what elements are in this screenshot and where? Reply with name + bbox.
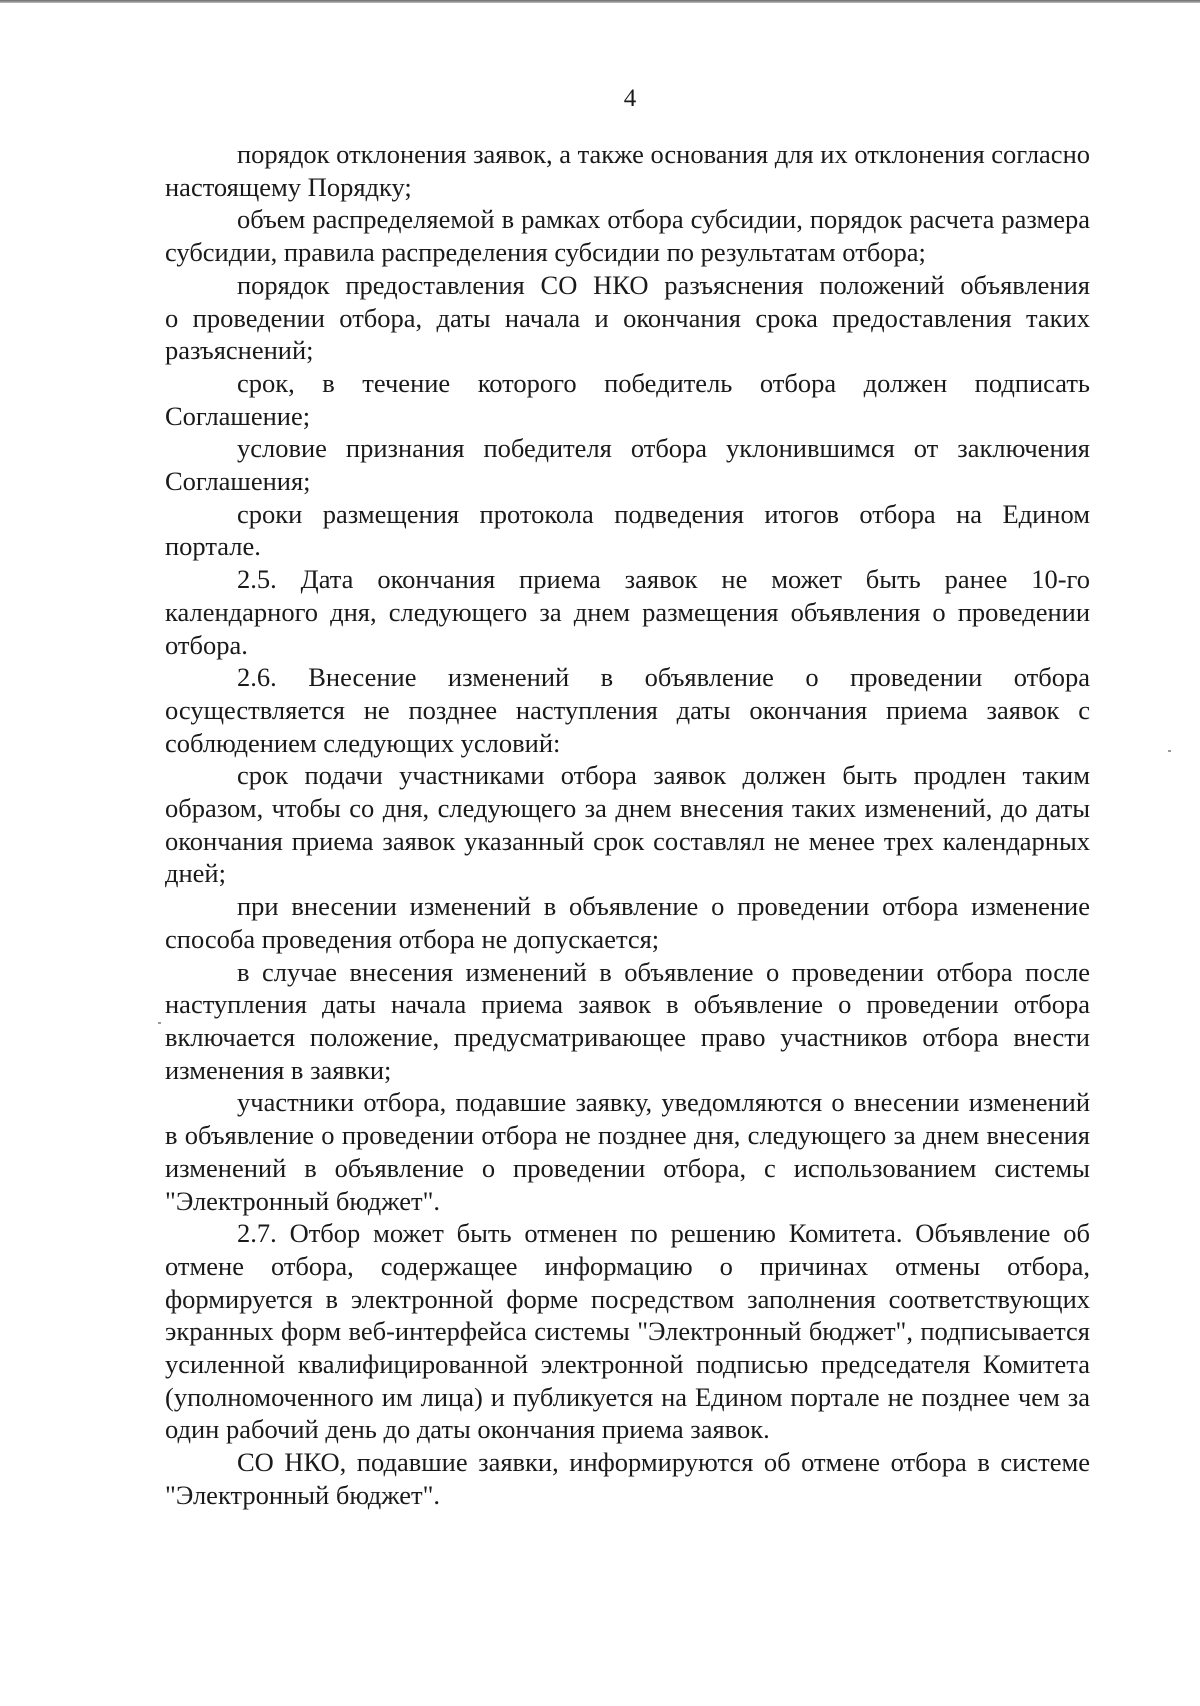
paragraph-rejection-procedure: порядок отклонения заявок, а также основания для их отклонения согласно настоящему Порядку; [165,139,1090,202]
paragraph-2-6: 2.6. Внесение изменений в объявление о проведении отбора осуществляется не позднее наступления даты окончания приема заявок с соблюдением следующих условий: [165,662,1090,758]
document-body [165,138,1090,1512]
paragraph-method-change: при внесении изменений в объявление о проведении отбора изменение способа проведения отбора не допускается; [165,891,1090,954]
paragraph-cancellation-notice: СО НКО, подавшие заявки, информируются об отмене отбора в системе "Электронный бюджет". [165,1447,1090,1510]
scan-top-edge [0,0,1200,3]
paragraph-signing-deadline: срок, в течение которого победитель отбора должен подписать Соглашение; [165,367,1090,431]
paragraph-evasion-condition: условие признания победителя отбора уклонившимся от заключения Соглашения; [165,433,1090,497]
scan-speck-right [1168,750,1171,752]
paragraph-amend-after-start: в случае внесения изменений в объявление о проведении отбора после наступления даты начала приема заявок в объявление о проведении отбора включается положение, предусматривающее право участников отбора внести изменения в заявки; [165,956,1090,1085]
page-number: 4 [623,85,637,112]
paragraph-subsidy-volume: объем распределяемой в рамках отбора субсидии, порядок расчета размера субсидии, правила распределения субсидии по результатам отбора; [165,204,1090,268]
paragraph-2-5: 2.5. Дата окончания приема заявок не может быть ранее 10-го календарного дня, следующего за днем размещения объявления о проведении отбора. [165,564,1090,660]
scan-speck-left [158,1022,161,1024]
paragraph-deadline-extension: срок подачи участниками отбора заявок должен быть продлен таким образом, чтобы со дня, следующего за днем внесения таких изменений, до даты окончания приема заявок указанный срок составлял не менее трех календарных дней; [165,760,1090,889]
paragraph-protocol-posting: сроки размещения протокола подведения итогов отбора на Едином портале. [165,498,1090,562]
paragraph-clarifications: порядок предоставления СО НКО разъяснения положений объявления о проведении отбора, даты начала и окончания срока предоставления таких разъяснений; [165,269,1090,366]
paragraph-participant-notice: участники отбора, подавшие заявку, уведомляются о внесении изменений в объявление о проведении отбора не позднее дня, следующего за днем внесения изменений в объявление о проведении отбора, с использованием системы "Электронный бюджет". [165,1087,1090,1216]
paragraph-2-7: 2.7. Отбор может быть отменен по решению Комитета. Объявление об отмене отбора, содержащее информацию о причинах отмены отбора, формируется в электронной форме посредством заполнения соответствующих экранных форм веб-интерфейса системы "Электронный бюджет", подписывается усиленной квалифицированной электронной подписью председателя Комитета (уполномоченного им лица) и публикуется на Едином портале не позднее чем за один рабочий день до даты окончания приема заявок. [165,1218,1090,1445]
